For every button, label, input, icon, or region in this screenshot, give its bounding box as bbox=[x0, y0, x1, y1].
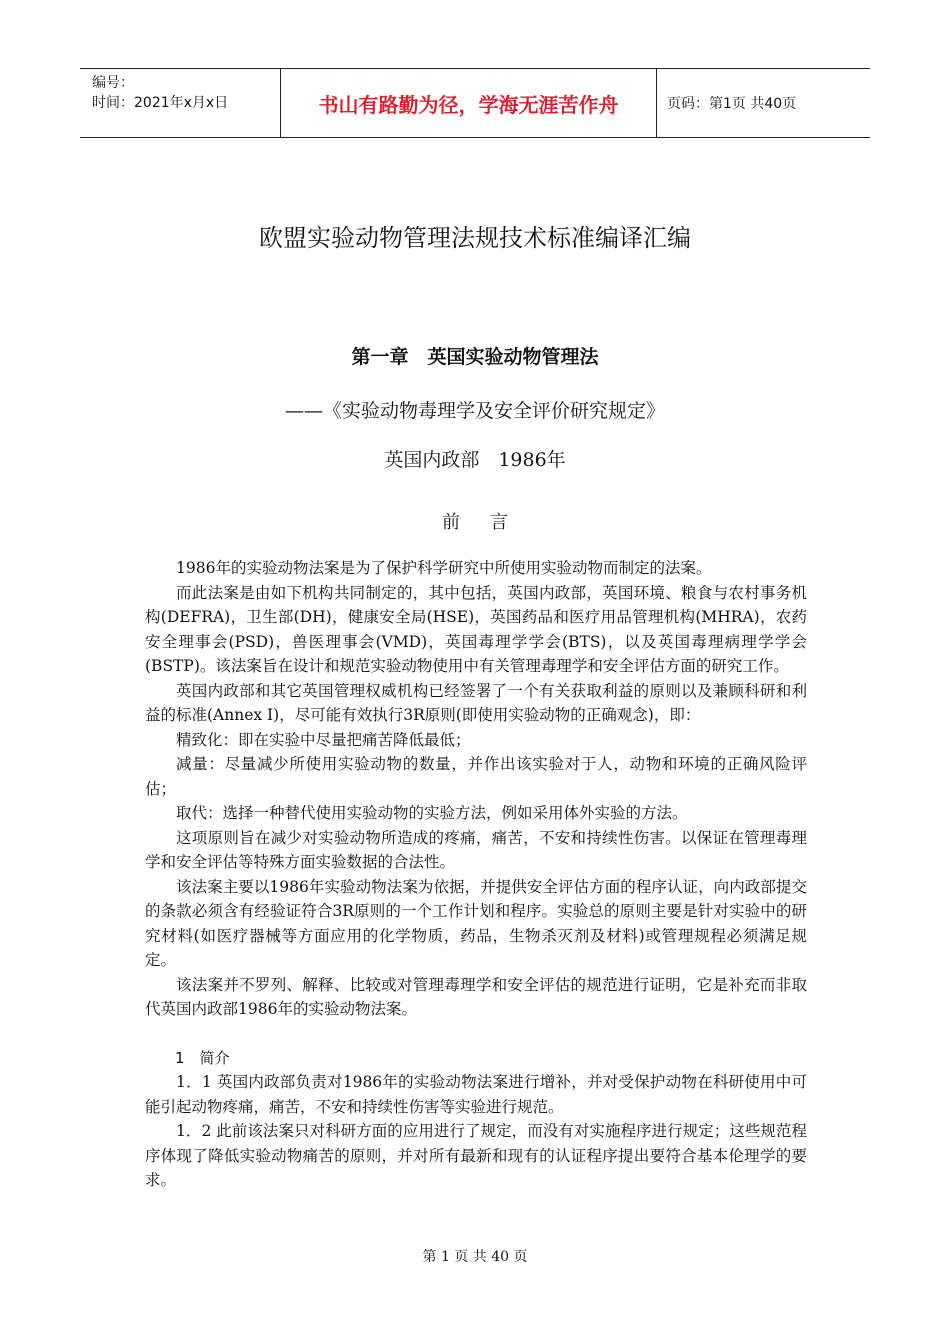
page-info: 页码：第1页 共40页 bbox=[667, 96, 797, 112]
paragraph: 1．2 此前该法案只对科研方面的应用进行了规定，而没有对实施程序进行规定；这些规范程序体现了降低实验动物痛苦的原则，并对所有最新和现有的认证程序提出要符合基本伦理学的要求。 bbox=[145, 1122, 807, 1189]
header-table bbox=[80, 68, 870, 138]
number-label: 编号： bbox=[92, 75, 134, 91]
document-title: 欧盟实验动物管理法规技术标准编译汇编 bbox=[259, 224, 691, 252]
paragraph: 该法案并不罗列、解释、比较或对管理毒理学和安全评估的规范进行证明，它是补充而非取代英国内政部1986年的实验动物法案。 bbox=[145, 975, 807, 1018]
paragraph: 精致化：即在实验中尽量把痛苦降低最低； bbox=[176, 730, 471, 749]
time-label: 时间：2021年x月x日 bbox=[92, 95, 229, 111]
paragraph: 1986年的实验动物法案是为了保护科学研究中所使用实验动物而制定的法案。 bbox=[176, 559, 712, 577]
page-footer: 第 1 页 共 40 页 bbox=[422, 1249, 528, 1265]
motto: 书山有路勤为径，学海无涯苦作舟 bbox=[280, 69, 657, 137]
paragraph: 而此法案是由如下机构共同制定的，其中包括，英国内政部，英国环境、粮食与农村事务机构(DEFRA)，卫生部(DH)，健康安全局(HSE)，英国药品和医疗用品管理机构(MHRA)，农药安全理事会(PSD)，兽医理事会(VMD)，英国毒理学学会(BTS)，以及英国毒理病理学学会(BSTP)。该法案旨在设计和规范实验动物使用中有关管理毒理学和安全评估方面的研究工作。 bbox=[145, 583, 807, 675]
spacer bbox=[145, 1022, 807, 1046]
header-meta bbox=[80, 69, 280, 137]
chapter-heading: 第一章 英国实验动物管理法 bbox=[351, 346, 599, 368]
paragraph: 取代：选择一种替代使用实验动物的实验方法，例如采用体外实验的方法。 bbox=[176, 804, 688, 822]
paragraph: 英国内政部和其它英国管理权威机构已经签署了一个有关获取利益的原则以及兼顾科研和利益的标准(Annex I)，尽可能有效执行3R原则(即使用实验动物的正确观念)，即： bbox=[145, 681, 807, 724]
paragraph: 这项原则旨在减少对实验动物所造成的疼痛，痛苦，不安和持续性伤害。以保证在管理毒理学和安全评估等特殊方面实验数据的合法性。 bbox=[145, 828, 807, 871]
issuing-org: 英国内政部 1986年 bbox=[384, 449, 566, 471]
paragraph: 减量：尽量减少所使用实验动物的数量，并作出该实验对于人，动物和环境的正确风险评估； bbox=[145, 755, 807, 798]
paragraph: 1．1 英国内政部负责对1986年的实验动物法案进行增补，并对受保护动物在科研使用中可能引起动物疼痛，痛苦，不安和持续性伤害等实验进行规范。 bbox=[145, 1073, 807, 1116]
paragraph: 该法案主要以1986年实验动物法案为依据，并提供安全评估方面的程序认证，向内政部提交的条款必须含有经验证符合3R原则的一个工作计划和程序。实验总的原则主要是针对实验中的研究材料(如医疗器械等方面应用的化学物质，药品，生物杀灭剂及材料)或管理规程必须满足规定。 bbox=[145, 877, 807, 969]
preface-heading: 前言 bbox=[442, 512, 538, 533]
chapter-subtitle: ——《实验动物毒理学及安全评价研究规定》 bbox=[284, 400, 665, 422]
section-heading: 1 简介 bbox=[175, 1048, 230, 1067]
body-text bbox=[145, 556, 807, 1193]
